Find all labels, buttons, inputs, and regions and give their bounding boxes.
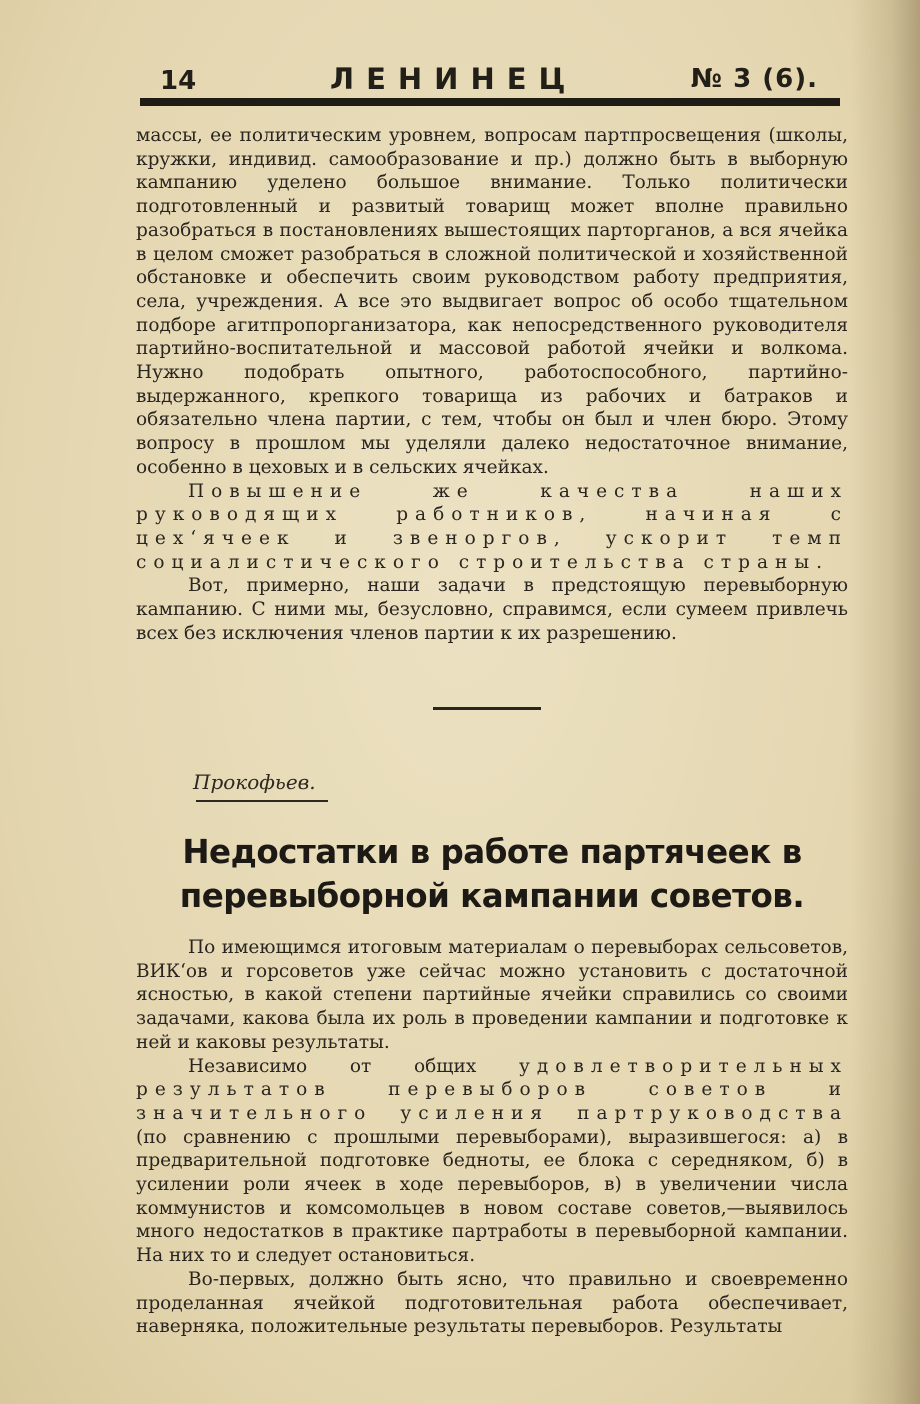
paragraph-spaced-text: удовлетворительных результатов перевыборов советов и значительного усиления партруководства: [136, 1055, 848, 1124]
article-separator: [433, 707, 541, 710]
paragraph: Во-первых, должно быть ясно, что правильно и своевременно проделанная ячейкой подготовительная работа обеспечивает, наверняка, положительные результаты перевыборов. Результаты: [136, 1268, 848, 1338]
paragraph-spaced: Повышение же качества наших руководящих работников, начиная с цех‘ячеек и звеноргов, ускорит темп социалистического строительства страны.: [136, 480, 848, 573]
author-name: Прокофьев.: [193, 770, 316, 794]
paragraph: массы, ее политическим уровнем, вопросам партпросвещения (школы, кружки, индивид. самообразование и пр.) должно быть в выборную кампанию уделено большое внимание. Только политически подготовленный и развитый товарищ может вполне правильно разобраться в постановлениях вышестоящих парторганов, а вся ячейка в целом сможет разобраться в сложной политической и хозяйственной обстановке и обеспечить своим руководством работу предприятия, села, учреждения. А все это выдвигает вопрос об особо тщательном подборе агитпропорганизатора, как непосредственного руководителя партийно-воспитательной и массовой работой ячейки и волкома. Нужно подобрать опытного, работоспособного, партийно-выдержанного, крепкого товарища из рабочих и батраков и обязательно члена партии, с тем, чтобы он был и член бюро. Этому вопросу в прошлом мы уделяли далеко недостаточное внимание, особенно в цеховых и в сельских ячейках.: [136, 125, 848, 478]
paragraph-text: (по сравнению с прошлыми перевыборами), выразившегося: а) в предварительной подготовке бедноты, ее блока с середняком, б) в усилении роли ячеек в ходе перевыборов, в) в увеличении числа коммунистов и комсомольцев в новом составе советов,—выявилось много недостатков в практике партработы в перевыборной кампании. На них то и следует остановиться.: [136, 1126, 848, 1267]
running-head: [140, 58, 840, 102]
previous-article-body: [136, 124, 848, 645]
article-title: Недостатки в работе партячеек в перевыборной кампании советов.: [179, 833, 805, 915]
page-number: 14: [160, 66, 197, 96]
article-body: [136, 936, 848, 1339]
paragraph: По имеющимся итоговым материалам о перевыборах сельсоветов, ВИК‘ов и горсоветов уже сейчас можно установить с достаточной ясностью, в какой степени партийные ячейки справились со своими задачами, какова была их роль в проведении кампании и подготовке к ней и каковы результаты.: [136, 937, 848, 1053]
paragraph: Вот, примерно, наши задачи в предстоящую перевыборную кампанию. С ними мы, безусловно, справимся, если сумеем привлечь всех без исключения членов партии к их разрешению.: [136, 575, 848, 644]
header-rule: [140, 98, 840, 106]
issue-number: № 3 (6).: [690, 64, 818, 94]
paragraph-text: Независимо от общих: [188, 1055, 477, 1077]
author-underline: [196, 800, 328, 802]
journal-title: ЛЕНИНЕЦ: [330, 62, 578, 96]
paragraph: [136, 1055, 848, 1268]
page-edge-shadow: [850, 0, 920, 1404]
